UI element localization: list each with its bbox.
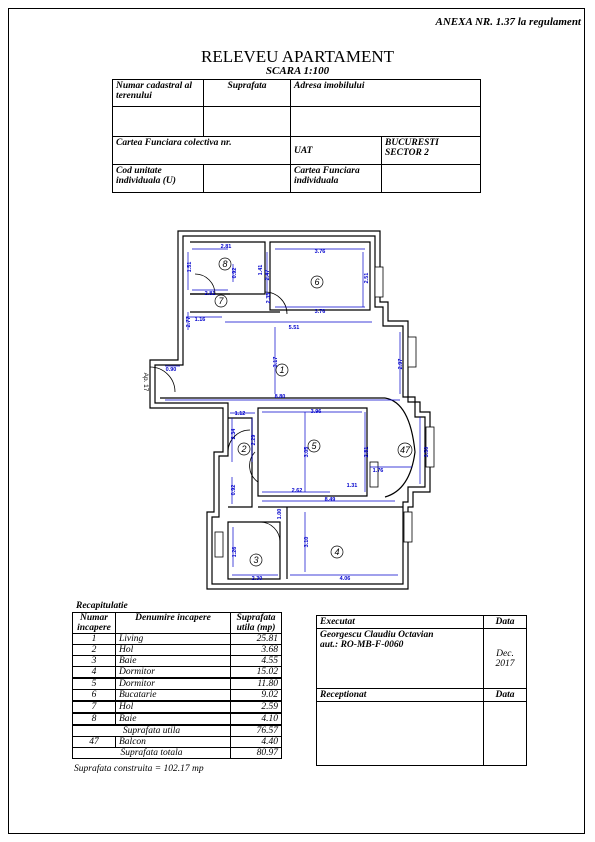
dim-text: 1.51 xyxy=(187,261,193,273)
adresa-value xyxy=(291,107,481,137)
cell-name: Living xyxy=(116,634,231,645)
col-area-header: Suprafata utila (mp) xyxy=(231,613,282,634)
balcon-nr: 47 xyxy=(73,737,116,748)
cod-unitate-label: Cod unitate individuala (U) xyxy=(113,165,204,193)
cell-nr: 2 xyxy=(73,645,116,656)
cell-name: Hol xyxy=(116,701,231,713)
room-1-label: 1 xyxy=(279,365,285,375)
room-2-label: 2 xyxy=(241,444,247,454)
cell-area: 4.55 xyxy=(231,656,282,667)
table-row xyxy=(73,713,282,725)
cell-name: Dormitor xyxy=(116,667,231,679)
col-nr-header: Numar incapere xyxy=(73,613,116,634)
room-3-label: 3 xyxy=(253,555,259,565)
dim-text: 2.97 xyxy=(398,358,404,370)
dim-text: 2.62 xyxy=(291,488,303,494)
nr-cadastral-label: Numar cadastral al terenului xyxy=(113,80,204,107)
dim-text: 2.51 xyxy=(364,272,370,284)
executant-name: Georgescu Claudiu Octavian xyxy=(320,630,434,640)
data-label: Data xyxy=(484,616,527,629)
scale-label: SCARA 1:100 xyxy=(265,65,330,77)
dim-text: 3.05 xyxy=(304,446,310,458)
signature-table xyxy=(316,615,527,766)
room-7-label: 7 xyxy=(218,296,224,306)
dim-text: 2.29 xyxy=(251,434,257,446)
totala-label: Suprafata totala xyxy=(73,748,231,759)
receptionat-label: Receptionat xyxy=(317,689,484,702)
dim-text: 5.51 xyxy=(288,325,300,331)
cell-nr: 6 xyxy=(73,690,116,702)
executat-label: Executat xyxy=(317,616,484,629)
table-row xyxy=(73,737,282,748)
cell-nr: 8 xyxy=(73,713,116,725)
annex-label: ANEXA NR. 1.37 la regulament xyxy=(435,16,581,28)
recap-table xyxy=(72,612,282,759)
dim-text: 1.76 xyxy=(372,468,384,474)
dim-text: 3.17 xyxy=(273,356,279,368)
cell-nr: 1 xyxy=(73,634,116,645)
dim-text: 3.76 xyxy=(314,309,326,315)
dim-text: 1.26 xyxy=(232,546,238,558)
carte-individuala-label: Cartea Funciara individuala xyxy=(291,165,382,193)
dim-text: 2.81 xyxy=(364,446,370,458)
col-name-header: Denumire incapere xyxy=(116,613,231,634)
cell-name: Bucatarie xyxy=(116,690,231,702)
room-47-label: 47 xyxy=(399,445,411,455)
table-row xyxy=(73,634,282,645)
level-label: Ap. 17 xyxy=(142,372,149,392)
dim-text: 3.96 xyxy=(310,409,322,415)
nr-cadastral-value xyxy=(113,107,204,137)
balcon-name: Balcon xyxy=(116,737,231,748)
dim-text: 1.12 xyxy=(234,411,246,417)
cell-area: 4.10 xyxy=(231,713,282,725)
balcon-area: 4.40 xyxy=(231,737,282,748)
cell-area: 2.59 xyxy=(231,701,282,713)
cell-nr: 4 xyxy=(73,667,116,679)
cell-name: Dormitor xyxy=(116,678,231,690)
totala-value: 80.97 xyxy=(231,748,282,759)
suprafata-value xyxy=(204,107,291,137)
table-row xyxy=(73,725,282,737)
utila-label: Suprafata utila xyxy=(73,725,231,737)
table-row xyxy=(73,748,282,759)
cell-name: Baie xyxy=(116,713,231,725)
adresa-label: Adresa imobilului xyxy=(291,80,481,107)
header-table xyxy=(112,79,481,193)
room-4-label: 4 xyxy=(334,547,340,557)
plan-walls xyxy=(150,231,430,589)
executant-cell xyxy=(317,629,484,689)
cell-name: Hol xyxy=(116,645,231,656)
dim-text: 2.81 xyxy=(220,244,232,250)
cell-area: 9.02 xyxy=(231,690,282,702)
dim-text: 2.81 xyxy=(204,291,216,297)
dim-text: 1.16 xyxy=(194,317,206,323)
table-row xyxy=(73,656,282,667)
cell-nr: 3 xyxy=(73,656,116,667)
room-8-label: 8 xyxy=(222,259,228,269)
dim-text: 3.10 xyxy=(304,536,310,548)
floor-plan xyxy=(130,222,440,597)
page-title: RELEVEU APARTAMENT xyxy=(201,47,394,66)
carte-individuala-value xyxy=(382,165,481,193)
room-6-label: 6 xyxy=(314,277,320,287)
receptionat-date xyxy=(484,702,527,766)
dim-text: 1.31 xyxy=(346,483,358,489)
dim-text: 1.00 xyxy=(277,508,283,520)
cell-area: 25.81 xyxy=(231,634,282,645)
executant-aut: aut.: RO-MB-F-0060 xyxy=(320,640,404,650)
cell-area: 3.68 xyxy=(231,645,282,656)
dimension-lines xyxy=(165,249,420,575)
recap-title: Recapitulatie xyxy=(76,601,128,611)
dim-text: 2.30 xyxy=(251,576,263,582)
dim-text: 2.34 xyxy=(231,428,237,440)
dim-text: 2.77 xyxy=(186,316,192,328)
cell-area: 11.80 xyxy=(231,678,282,690)
cell-nr: 5 xyxy=(73,678,116,690)
table-row xyxy=(73,678,282,690)
dim-text: 8.80 xyxy=(274,394,286,400)
cell-name: Baie xyxy=(116,656,231,667)
table-row xyxy=(73,690,282,702)
table-row xyxy=(73,701,282,713)
cell-area: 15.02 xyxy=(231,667,282,679)
data-label-2: Data xyxy=(484,689,527,702)
dim-text: 8.49 xyxy=(324,497,336,503)
dim-text: 3.76 xyxy=(314,249,326,255)
dim-text: 1.41 xyxy=(258,264,264,276)
table-row xyxy=(73,667,282,679)
dimension-texts xyxy=(166,244,384,582)
dim-text: 2.47 xyxy=(265,269,271,281)
suprafata-construita: Suprafata construita = 102.17 mp xyxy=(74,764,204,774)
uat-label: UAT xyxy=(291,137,382,165)
dim-text: 2.33 xyxy=(266,292,272,304)
table-row xyxy=(73,645,282,656)
dim-text: 0.90 xyxy=(165,367,177,373)
suprafata-label: Suprafata xyxy=(204,80,291,107)
dim-text: 0.92 xyxy=(231,484,237,496)
dim-text: 3.50 xyxy=(424,446,430,458)
room-5-label: 5 xyxy=(311,441,317,451)
utila-value: 76.57 xyxy=(231,725,282,737)
receptionat-cell xyxy=(317,702,484,766)
cell-nr: 7 xyxy=(73,701,116,713)
carte-colectiva-label: Cartea Funciara colectiva nr. xyxy=(113,137,291,165)
uat-value: BUCURESTI SECTOR 2 xyxy=(382,137,481,165)
dim-text: 0.92 xyxy=(232,267,238,279)
dim-text: 4.06 xyxy=(339,576,351,582)
cod-unitate-value xyxy=(204,165,291,193)
executat-date: Dec. 2017 xyxy=(484,629,527,689)
